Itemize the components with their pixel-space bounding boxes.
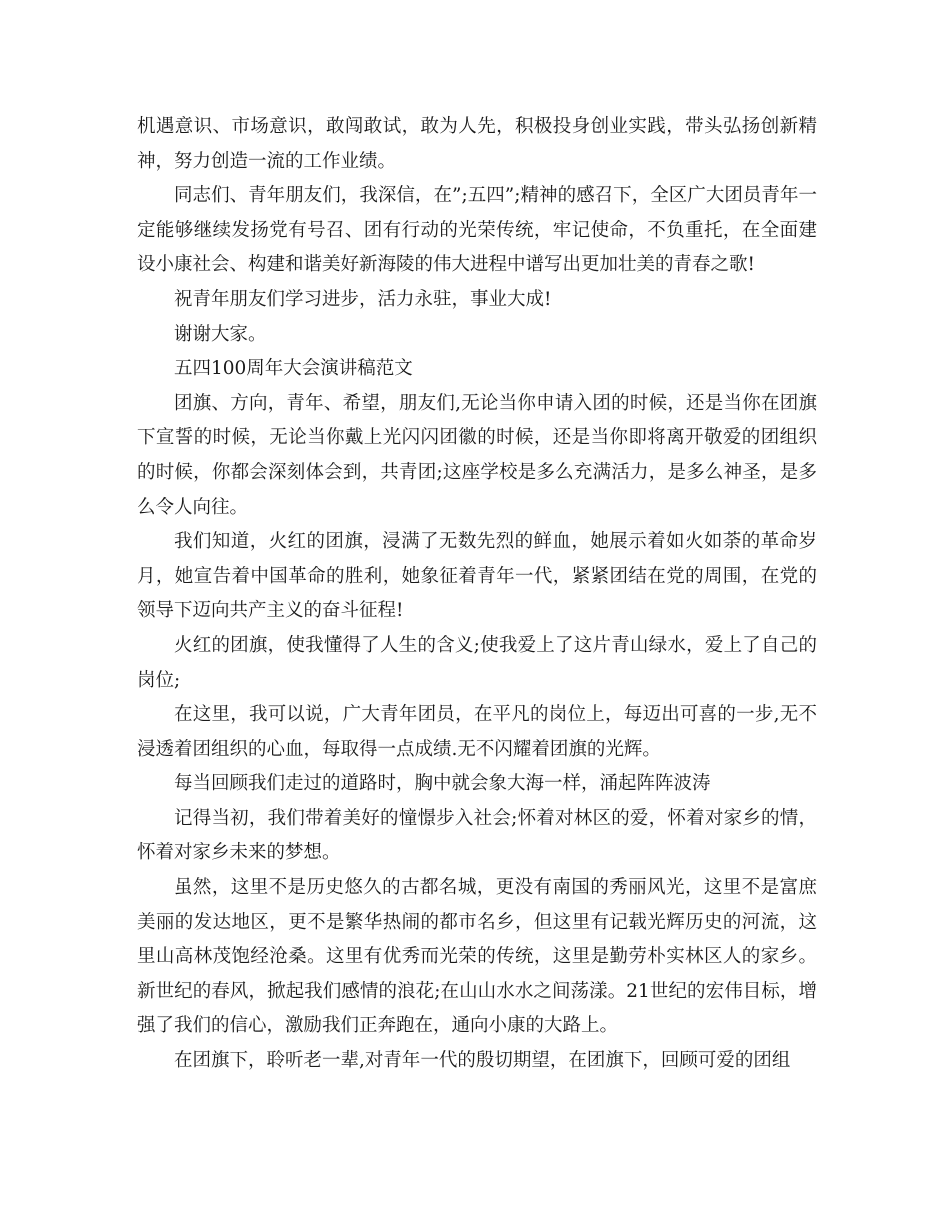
paragraph: 记得当初，我们带着美好的憧憬步入社会;怀着对林区的爱，怀着对家乡的情，怀着对家乡未来的梦想。 (137, 807, 817, 864)
document-body (137, 110, 817, 1079)
paragraph: 祝青年朋友们学习进步，活力永驻，事业大成! (174, 288, 552, 310)
paragraph: 虽然，这里不是历史悠久的古都名城，更没有南国的秀丽风光，这里不是富庶美丽的发达地区，更不是繁华热闹的都市名乡，但这里有记载光辉历史的河流，这里山高林茂饱经沧桑。这里有优秀而光荣的传统，这里是勤劳朴实林区人的家乡。新世纪的春风，掀起我们感情的浪花;在山山水水之间荡漾。21世纪的宏伟目标，增强了我们的信心，激励我们正奔跑在，通向小康的大路上。 (137, 877, 817, 1037)
paragraph-continued: 机遇意识、市场意识，敢闯敢试，敢为人先，积极投身创业实践，带头弘扬创新精神，努力创造一流的工作业绩。 (137, 116, 817, 172)
paragraph: 在团旗下，聆听老一辈,对青年一代的殷切期望，在团旗下，回顾可爱的团组 (174, 1050, 791, 1072)
paragraph: 在这里，我可以说，广大青年团员，在平凡的岗位上，每迈出可喜的一步,无不浸透着团组织的心血，每取得一点成绩.无不闪耀着团旗的光辉。 (137, 704, 817, 760)
paragraph: 火红的团旗，使我懂得了人生的含义;使我爱上了这片青山绿水，爱上了自己的岗位; (137, 634, 817, 691)
paragraph: 每当回顾我们走过的道路时，胸中就会象大海一样，涌起阵阵波涛 (174, 773, 711, 795)
paragraph: 同志们、青年朋友们，我深信，在”;五四”;精神的感召下，全区广大团员青年一定能够继续发扬党有号召、团有行动的光荣传统，牢记使命，不负重托，在全面建设小康社会、构建和谐美好新海陵的伟大进程中谱写出更加壮美的青春之歌! (137, 185, 817, 276)
paragraph: 团旗、方向，青年、希望，朋友们,无论当你申请入团的时候，还是当你在团旗下宣誓的时候，无论当你戴上光闪闪团徽的时候，还是当你即将离开敬爱的团组织的时候，你都会深刻体会到，共青团;这座学校是多么充满活力，是多么神圣，是多么令人向往。 (137, 392, 817, 518)
section-title: 五四100周年大会演讲稿范文 (174, 358, 413, 380)
paragraph: 谢谢大家。 (174, 323, 267, 345)
paragraph: 我们知道，火红的团旗，浸满了无数先烈的鲜血，她展示着如火如荼的革命岁月，她宣告着中国革命的胜利，她象征着青年一代，紧紧团结在党的周围，在党的领导下迈向共产主义的奋斗征程! (137, 531, 817, 622)
